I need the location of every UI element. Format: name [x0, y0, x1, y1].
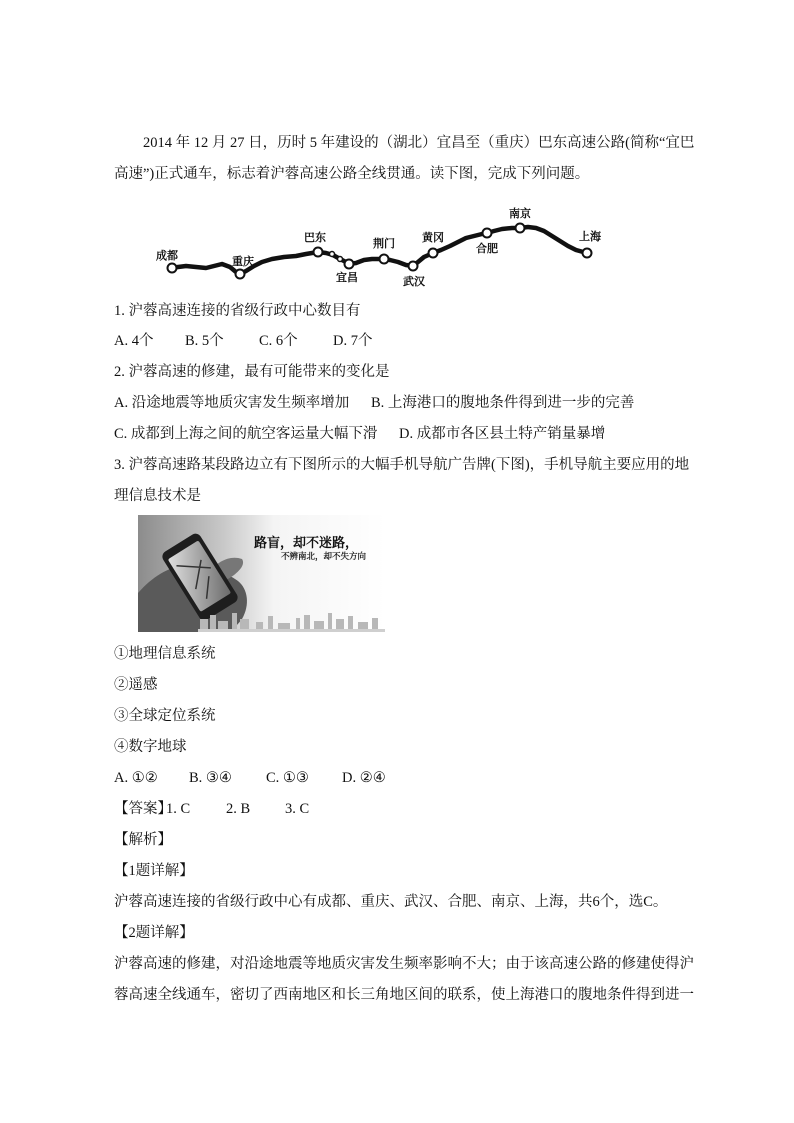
intro-line-1: 2014 年 12 月 27 日，历时 5 年建设的（湖北）宜昌至（重庆）巴东高速公路(简称“宜巴: [143, 135, 695, 151]
q2-option-d: D. 成都市各区县土特产销量暴增: [399, 426, 606, 442]
question-2-options-ab: [114, 393, 680, 413]
city-marker-shanghai: [583, 249, 592, 258]
city-label-chengdu: 成都: [156, 249, 178, 262]
q1-option-b: B. 5个: [185, 333, 224, 349]
analysis-label: 【解析】: [114, 832, 172, 848]
question-1-options: [114, 331, 674, 351]
answer-item-1: 1. C: [166, 801, 191, 817]
ad-headline: 路盲，却不迷路，: [254, 536, 359, 551]
city-label-badong: 巴东: [304, 231, 326, 244]
city-label-chongqing: 重庆: [232, 255, 254, 268]
q3-option-a: A. ①②: [114, 770, 158, 786]
q2-option-c: C. 成都到上海之间的航空客运量大幅下滑: [114, 426, 378, 442]
city-marker-chengdu: [168, 264, 177, 273]
city-label-yichang: 宜昌: [336, 271, 358, 284]
question-3-stem-line-2: 理信息技术是: [114, 488, 201, 504]
analysis-q2-text-line-2: 蓉高速全线通车，密切了西南地区和长三角地区间的联系，使上海港口的腹地条件得到进一: [114, 987, 694, 1003]
route-waypoint-dot: [330, 252, 335, 257]
analysis-q1-heading: 【1题详解】: [114, 863, 194, 879]
analysis-q1-text: 沪蓉高速连接的省级行政中心有成都、重庆、武汉、合肥、南京、上海，共6个，选C。: [114, 894, 668, 910]
q3-option-d: D. ②④: [342, 770, 386, 786]
city-marker-hefei: [483, 229, 492, 238]
q2-option-b: B. 上海港口的腹地条件得到进一步的完善: [371, 395, 635, 411]
city-label-hefei: 合肥: [476, 242, 498, 255]
city-label-nanjing: 南京: [509, 207, 531, 220]
city-marker-badong: [314, 248, 323, 257]
city-label-jingmen: 荆门: [373, 237, 395, 250]
q1-option-d: D. 7个: [333, 333, 373, 349]
city-marker-nanjing: [516, 224, 525, 233]
city-marker-wuhan: [409, 262, 418, 271]
answer-label: 【答案】: [114, 801, 172, 817]
city-marker-huanggang: [429, 249, 438, 258]
question-2-stem: 2. 沪蓉高速的修建，最有可能带来的变化是: [114, 364, 390, 380]
route-map-diagram: [140, 200, 610, 295]
question-2-options-cd: [114, 424, 680, 444]
q1-option-a: A. 4个: [114, 333, 154, 349]
q2-option-a: A. 沿途地震等地质灾害发生频率增加: [114, 395, 350, 411]
navigation-ad-billboard-image: [138, 515, 385, 632]
q3-item-3: ③全球定位系统: [114, 708, 216, 724]
city-label-wuhan: 武汉: [403, 275, 425, 288]
ad-tagline: 不辨南北，却不失方向: [281, 552, 367, 562]
q3-item-4: ④数字地球: [114, 739, 187, 755]
city-marker-chongqing: [236, 270, 245, 279]
q1-option-c: C. 6个: [259, 333, 298, 349]
question-3-stem-line-1: 3. 沪蓉高速路某段路边立有下图所示的大幅手机导航广告牌(下图)，手机导航主要应用的地: [114, 457, 690, 473]
city-label-huanggang: 黄冈: [422, 231, 444, 244]
q3-option-c: C. ①③: [266, 770, 309, 786]
answer-line: [114, 799, 674, 819]
city-marker-yichang: [345, 260, 354, 269]
analysis-q2-text-line-1: 沪蓉高速的修建，对沿途地震等地质灾害发生频率影响不大；由于该高速公路的修建使得沪: [114, 956, 694, 972]
city-label-shanghai: 上海: [579, 230, 601, 243]
answer-item-2: 2. B: [226, 801, 251, 817]
question-1-stem: 1. 沪蓉高速连接的省级行政中心数目有: [114, 303, 361, 319]
question-3-options: [114, 768, 674, 788]
q3-option-b: B. ③④: [189, 770, 232, 786]
city-marker-jingmen: [380, 255, 389, 264]
q3-item-1: ①地理信息系统: [114, 646, 216, 662]
route-waypoint-dot: [338, 257, 343, 262]
q3-item-2: ②遥感: [114, 677, 158, 693]
intro-line-2: 高速”)正式通车，标志着沪蓉高速公路全线贯通。读下图，完成下列问题。: [114, 166, 590, 182]
answer-item-3: 3. C: [285, 801, 310, 817]
analysis-q2-heading: 【2题详解】: [114, 925, 194, 941]
